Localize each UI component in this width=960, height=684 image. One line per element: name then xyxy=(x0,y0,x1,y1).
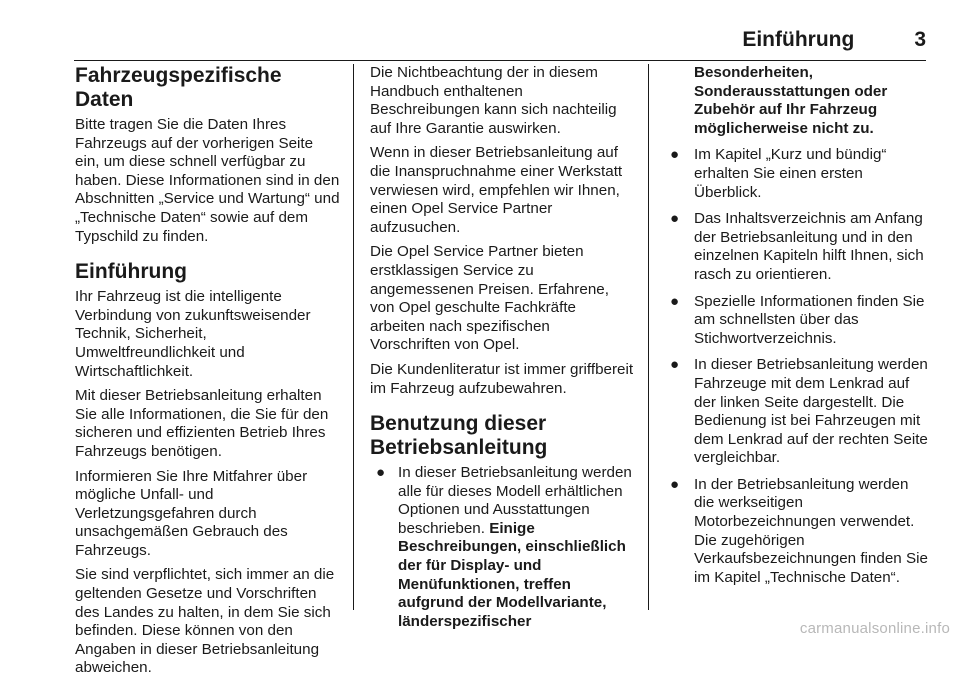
bullet-icon: ● xyxy=(670,475,680,493)
column-middle xyxy=(370,64,634,637)
column-right xyxy=(666,64,928,595)
bullet-list xyxy=(370,464,634,631)
list-item-text: In dieser Betriebsanleitung werden Fahrzeuge mit dem Lenkrad auf der linken Seite dargestellt. Die Bedienung ist bei Fahrzeugen mit dem Lenkrad auf der rechten Seite vergleichbar. xyxy=(694,356,928,467)
list-item xyxy=(370,464,634,631)
paragraph: Die Kundenliteratur ist immer griffbereit im Fahrzeug aufzubewahren. xyxy=(370,360,634,397)
paragraph: Mit dieser Betriebsanleitung erhalten Sie alle Informationen, die Sie für den sicheren und effizienten Betrieb Ihres Fahrzeugs benötigen. xyxy=(75,387,329,460)
list-item-text: In dieser Betriebsanleitung werden alle für dieses Modell erhältlichen Optionen und Ausstattungen beschrieben. xyxy=(398,464,632,537)
list-item-bold-text: Einige Beschreibungen, einschließlich der für Display- und Menüfunktionen, treffen aufgrund der Modellvariante, länderspezifischer xyxy=(398,519,626,630)
list-item xyxy=(666,293,928,349)
paragraph: Wenn in dieser Betriebsanleitung auf die Inanspruchnahme einer Werkstatt verwiesen wird, empfehlen wir Ihnen, einen Opel Service Partner aufzusuchen. xyxy=(370,144,623,236)
page-header xyxy=(0,28,926,52)
bullet-icon: ● xyxy=(376,464,386,482)
paragraph: Ihr Fahrzeug ist die intelligente Verbindung von zukunftsweisender Technik, Sicherheit, Umweltfreundlichkeit und Wirtschaftlichkeit. xyxy=(75,288,311,380)
paragraph: Informieren Sie Ihre Mitfahrer über mögliche Unfall- und Verletzungsgefahren durch unsachgemäßen Gebrauch des Fahrzeugs. xyxy=(75,467,308,559)
watermark: carmanualsonline.info xyxy=(799,620,950,637)
list-item xyxy=(666,146,928,202)
continued-bold-text: Besonderheiten, Sonderausstattungen oder Zubehör auf Ihr Fahrzeug möglicherweise nicht zu. xyxy=(694,64,888,137)
list-item xyxy=(666,356,928,468)
column-divider xyxy=(648,64,649,610)
list-item xyxy=(666,210,928,284)
heading-vehicle-data: Fahrzeugspezifische Daten xyxy=(75,64,282,111)
paragraph: Die Nichtbeachtung der in diesem Handbuch enthaltenen Beschreibungen kann sich nachteilig auf Ihre Garantie auswirken. xyxy=(370,64,617,137)
column-divider xyxy=(353,64,354,610)
list-item-text: Im Kapitel „Kurz und bündig“ erhalten Sie einen ersten Überblick. xyxy=(694,146,887,201)
bullet-icon: ● xyxy=(670,210,680,228)
bullet-icon: ● xyxy=(670,146,680,164)
paragraph: Die Opel Service Partner bieten erstklassigen Service zu angemessenen Preisen. Erfahrene, von Opel geschulte Fachkräfte arbeiten nach spezifischen Vorschriften von Opel. xyxy=(370,243,609,354)
paragraph: Bitte tragen Sie die Daten Ihres Fahrzeugs auf der vorherigen Seite ein, um diese schnell verfügbar zu haben. Diese Informationen sind in den Abschnitten „Service und Wartung“ und „Technische Daten“ sowie auf dem Typschild zu finden. xyxy=(75,116,340,245)
heading-introduction: Einführung xyxy=(75,260,187,284)
list-item xyxy=(666,476,928,588)
bullet-icon: ● xyxy=(670,292,680,310)
list-item-text: Das Inhaltsverzeichnis am Anfang der Betriebsanleitung und in den einzelnen Kapiteln hilft Ihnen, sich rasch zu orientieren. xyxy=(694,210,924,283)
heading-using-manual: Benutzung dieser Betriebsanleitung xyxy=(370,412,548,460)
bullet-list xyxy=(666,146,928,587)
page-number: 3 xyxy=(914,28,926,51)
paragraph: Sie sind verpflichtet, sich immer an die geltenden Gesetze und Vorschriften des Landes zu halten, in dem Sie sich befinden. Diese können von den Angaben in dieser Betriebsanleitung abweichen. xyxy=(75,566,335,677)
column-left xyxy=(75,64,341,684)
header-title: Einführung xyxy=(742,28,855,51)
header-rule xyxy=(74,60,926,61)
bullet-icon: ● xyxy=(670,356,680,374)
list-item-text: In der Betriebsanleitung werden die werkseitigen Motorbezeichnungen verwendet. Die zugehörigen Verkaufsbezeichnungen finden Sie im Kapitel „Technische Daten“. xyxy=(694,475,928,586)
list-item-text: Spezielle Informationen finden Sie am schnellsten über das Stichwortverzeichnis. xyxy=(694,292,925,347)
